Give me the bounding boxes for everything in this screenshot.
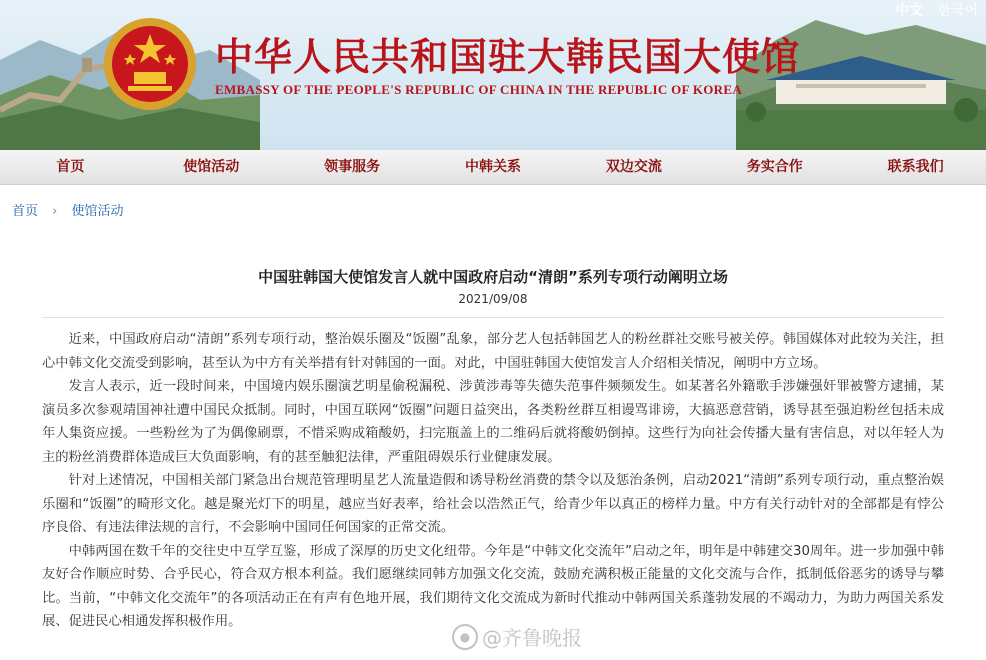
nav-item-consular-services[interactable]: 领事服务 (324, 159, 381, 175)
breadcrumb-home-link[interactable]: 首页 (12, 204, 39, 219)
nav-item-home[interactable]: 首页 (56, 159, 85, 175)
article-paragraph: 中韩两国在数千年的交往史中互学互鉴，形成了深厚的历史文化纽带。今年是“中韩文化交流年”启动之年，明年是中韩建交30周年。进一步加强中韩友好合作顺应时势、合乎民心，符合双方根本利益。我们愿继续同韩方加强文化交流，鼓励充满积极正能量的文化交流与合作，抵制低俗恶劣的诱导与攀比。当前，“中韩文化交流年”的各项活动正在有声有色地开展，我们期待文化交流成为新时代推动中韩两国关系蓬勃发展的不竭动力，为助力两国关系发展、促进民心相通发挥积极作用。 (42, 543, 944, 629)
header-banner (0, 0, 986, 150)
language-switcher (895, 0, 978, 20)
watermark-text: @齐鲁晚报 (482, 626, 582, 650)
weibo-icon: ● (452, 624, 478, 650)
nav-item-practical-cooperation[interactable]: 务实合作 (746, 159, 803, 175)
nav-item-embassy-activities[interactable]: 使馆活动 (183, 159, 240, 175)
breadcrumb (12, 200, 124, 219)
article-paragraph: 发言人表示，近一段时间来，中国境内娱乐圈演艺明星偷税漏税、涉黄涉毒等失德失范事件频频发生。如某著名外籍歌手涉嫌强奸罪被警方逮捕，某演员多次参观靖国神社遭中国民众抵制。同时，中国互联网“饭圈”问题日益突出，各类粉丝群互相谩骂诽谤，大搞恶意营销，诱导甚至强迫粉丝包括未成年人集资应援。一些粉丝为了为偶像刷票，不惜采购成箱酸奶，扫完瓶盖上的二维码后就将酸奶倒掉。这些行为向社会传播大量有害信息，对以年轻人为主的粉丝消费群体造成巨大负面影响，有的甚至触犯法律，严重阻碍娱乐行业健康发展。 (42, 379, 944, 465)
main-nav (0, 150, 986, 185)
article-date: 2021/09/08 (458, 292, 528, 306)
national-emblem-icon (100, 14, 200, 114)
nav-item-bilateral-exchange[interactable]: 双边交流 (605, 159, 662, 175)
site-title-english: EMBASSY OF THE PEOPLE'S REPUBLIC OF CHINA IN THE REPUBLIC OF KOREA (215, 82, 743, 97)
watermark (452, 622, 582, 651)
article-body (42, 328, 944, 634)
nav-item-contact-us[interactable]: 联系我们 (887, 159, 944, 175)
divider (42, 317, 944, 318)
article-paragraph: 近来，中国政府启动“清朗”系列专项行动，整治娱乐圈及“饭圈”乱象，部分艺人包括韩国艺人的粉丝群社交账号被关停。韩国媒体对此较为关注，担心中韩文化交流受到影响，甚至认为中方有关举措有针对韩国的一面。对此，中国驻韩国大使馆发言人介绍相关情况，阐明中方立场。 (42, 332, 944, 371)
article-title: 中国驻韩国大使馆发言人就中国政府启动“清朗”系列专项行动阐明立场 (258, 268, 728, 286)
lang-korean-link[interactable]: 한국어 (937, 3, 978, 19)
lang-chinese-link[interactable]: 中文 (895, 3, 924, 19)
site-title: 中华人民共和国驻大韩民国大使馆 (215, 34, 801, 79)
article-paragraph: 针对上述情况，中国相关部门紧急出台规范管理明星艺人流量造假和诱导粉丝消费的禁令以及惩治条例，启动2021“清朗”系列专项行动，重点整治娱乐圈和“饭圈”的畸形文化。越是聚光灯下的明星，越应当好表率，给社会以浩然正气，给青少年以真正的榜样力量。中方有关行动针对的全部都是有悖公序良俗、有违法律法规的言行，不会影响中国同任何国家的正常交流。 (42, 473, 944, 535)
nav-item-china-korea-relations[interactable]: 中韩关系 (465, 159, 521, 175)
breadcrumb-current-link[interactable]: 使馆活动 (71, 204, 124, 219)
chevron-right-icon: › (52, 204, 58, 219)
